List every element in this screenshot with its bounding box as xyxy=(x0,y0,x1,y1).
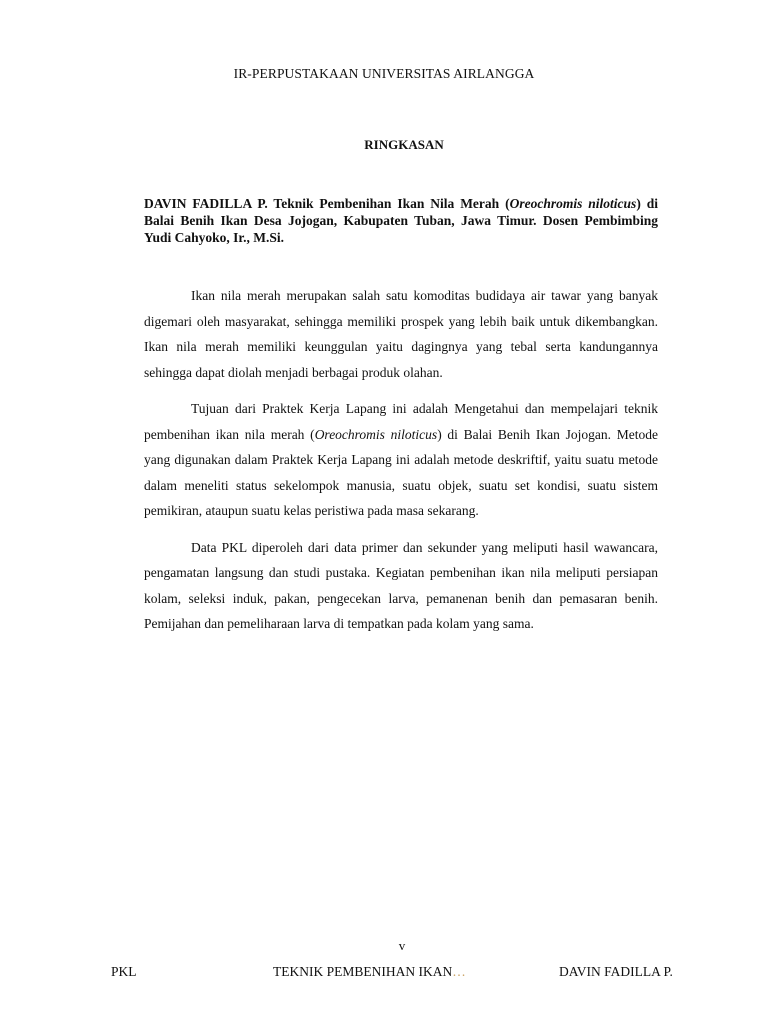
footer-right: DAVIN FADILLA P. xyxy=(559,964,673,979)
citation-text-2: ) di Balai Benih Ikan Desa Jojogan, Kabupaten Tuban, Jawa Timur. Dosen Pembimbing Yudi Cahyoko, Ir., M.Si. xyxy=(144,196,658,245)
abstract-body xyxy=(144,283,658,648)
paragraph-1: Ikan nila merah merupakan salah satu komoditas budidaya air tawar yang banyak digemari oleh masyarakat, sehingga memiliki prospek yang lebih baik untuk dikembangkan. Ikan nila merah memiliki keunggulan yaitu dagingnya yang tebal serta kandungannya sehingga dapat diolah menjadi berbagai produk olahan. xyxy=(144,288,658,380)
footer-center xyxy=(273,964,466,980)
footer-center-text: TEKNIK PEMBENIHAN IKAN xyxy=(273,964,453,979)
footer-left: PKL xyxy=(111,964,137,979)
citation-text-1: DAVIN FADILLA P. Teknik Pembenihan Ikan Nila Merah ( xyxy=(144,196,510,211)
paragraph-2 xyxy=(144,396,658,524)
paragraph-2-text-a: Tujuan dari Praktek Kerja Lapang ini adalah Mengetahui dan mempelajari teknik pembenihan ikan nila merah ( xyxy=(144,401,658,442)
paragraph-3: Data PKL diperoleh dari data primer dan sekunder yang meliputi hasil wawancara, pengamatan langsung dan studi pustaka. Kegiatan pembenihan ikan nila meliputi persiapan kolam, seleksi induk, pakan, pengecekan larva, pemanenan benih dan pemasaran benih. Pemijahan dan pemeliharaan larva di tempatkan pada kolam yang sama. xyxy=(144,539,658,631)
paragraph-2-species: Oreochromis niloticus xyxy=(314,426,438,442)
page-title: RINGKASAN xyxy=(364,137,444,152)
abstract-citation xyxy=(144,195,658,246)
page-header: IR-PERPUSTAKAAN UNIVERSITAS AIRLANGGA xyxy=(233,66,535,81)
page-number: v xyxy=(398,938,406,953)
footer-ellipsis: … xyxy=(452,964,466,979)
paragraph-2-text-b: ) di Balai Benih Ikan Jojogan. Metode yang digunakan dalam Praktek Kerja Lapang ini adalah metode deskriftif, yaitu suatu metode dalam meneliti status sekelompok manusia, suatu objek, suatu set kondisi, suatu sistem pemikiran, ataupun suatu kelas peristiwa pada masa sekarang. xyxy=(144,426,658,518)
citation-species: Oreochromis niloticus xyxy=(509,196,637,211)
